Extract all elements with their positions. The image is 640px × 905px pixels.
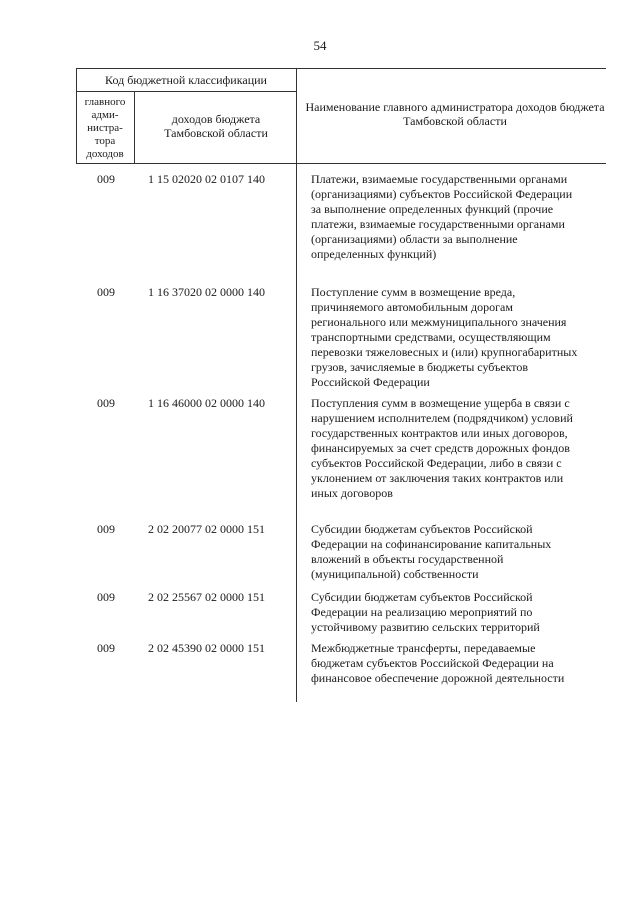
budget-code-cell: 1 16 37020 02 0000 140: [148, 285, 265, 299]
table-top-border: [76, 68, 606, 69]
budget-code-cell: 1 16 46000 02 0000 140: [148, 396, 265, 410]
admin-code-cell: 009: [97, 641, 115, 655]
description-cell: Субсидии бюджетам субъектов Российской Федерации на софинансирование капитальных вложений в объекты государственной (муниципальной) собственности: [311, 522, 552, 581]
page-number: 54: [313, 38, 327, 53]
budget-code-cell: 2 02 45390 02 0000 151: [148, 641, 265, 655]
budget-code-cell: 2 02 20077 02 0000 151: [148, 522, 265, 536]
budget-code-cell: 1 15 02020 02 0107 140: [148, 172, 265, 186]
budget-code-cell: 2 02 25567 02 0000 151: [148, 590, 265, 604]
name-column-divider: [296, 68, 297, 702]
description-cell: Субсидии бюджетам субъектов Российской Федерации на реализацию мероприятий по устойчивому развитию сельских территорий: [311, 590, 540, 634]
description-cell: Поступления сумм в возмещение ущерба в связи с нарушением исполнителем (подрядчиком) условий государственных контрактов или иных договоров, финансируемых за счет средств дорожных фондов субъектов Российской Федерации, либо в связи с уклонением от заключения таких контрактов или иных договоров: [311, 396, 573, 500]
admin-code-cell: 009: [97, 522, 115, 536]
code-group-header: Код бюджетной классификации: [105, 73, 267, 87]
administrator-name-column-header: Наименование главного администратора доходов бюджета Тамбовской области: [305, 100, 605, 128]
income-code-column-header: доходов бюджета Тамбовской области: [164, 112, 268, 140]
admin-code-cell: 009: [97, 590, 115, 604]
description-cell: Поступление сумм в возмещение вреда, причиняемого автомобильным дорогам регионального или межмуниципального значения транспортными средствами, осуществляющим перевозки тяжеловесных и (или) крупногабаритных грузов, зачисляемые в бюджеты субъектов Российской Федерации: [311, 285, 578, 389]
admin-code-cell: 009: [97, 172, 115, 186]
description-cell: Платежи, взимаемые государственными органами (организациями) субъектов Российской Федерации за выполнение определенных функций (прочие платежи, взимаемые государственными органами (организациями) области за выполнение определенных функций): [311, 172, 573, 261]
description-cell: Межбюджетные трансферты, передаваемые бюджетам субъектов Российской Федерации на финансовое обеспечение дорожной деятельности: [311, 641, 565, 685]
admin-code-cell: 009: [97, 285, 115, 299]
admin-column-divider: [134, 91, 135, 164]
code-group-separator: [76, 91, 296, 92]
admin-code-cell: 009: [97, 396, 115, 410]
header-bottom-border: [76, 163, 606, 164]
admin-column-header: главного адми-нистра-тора доходов: [84, 96, 126, 160]
